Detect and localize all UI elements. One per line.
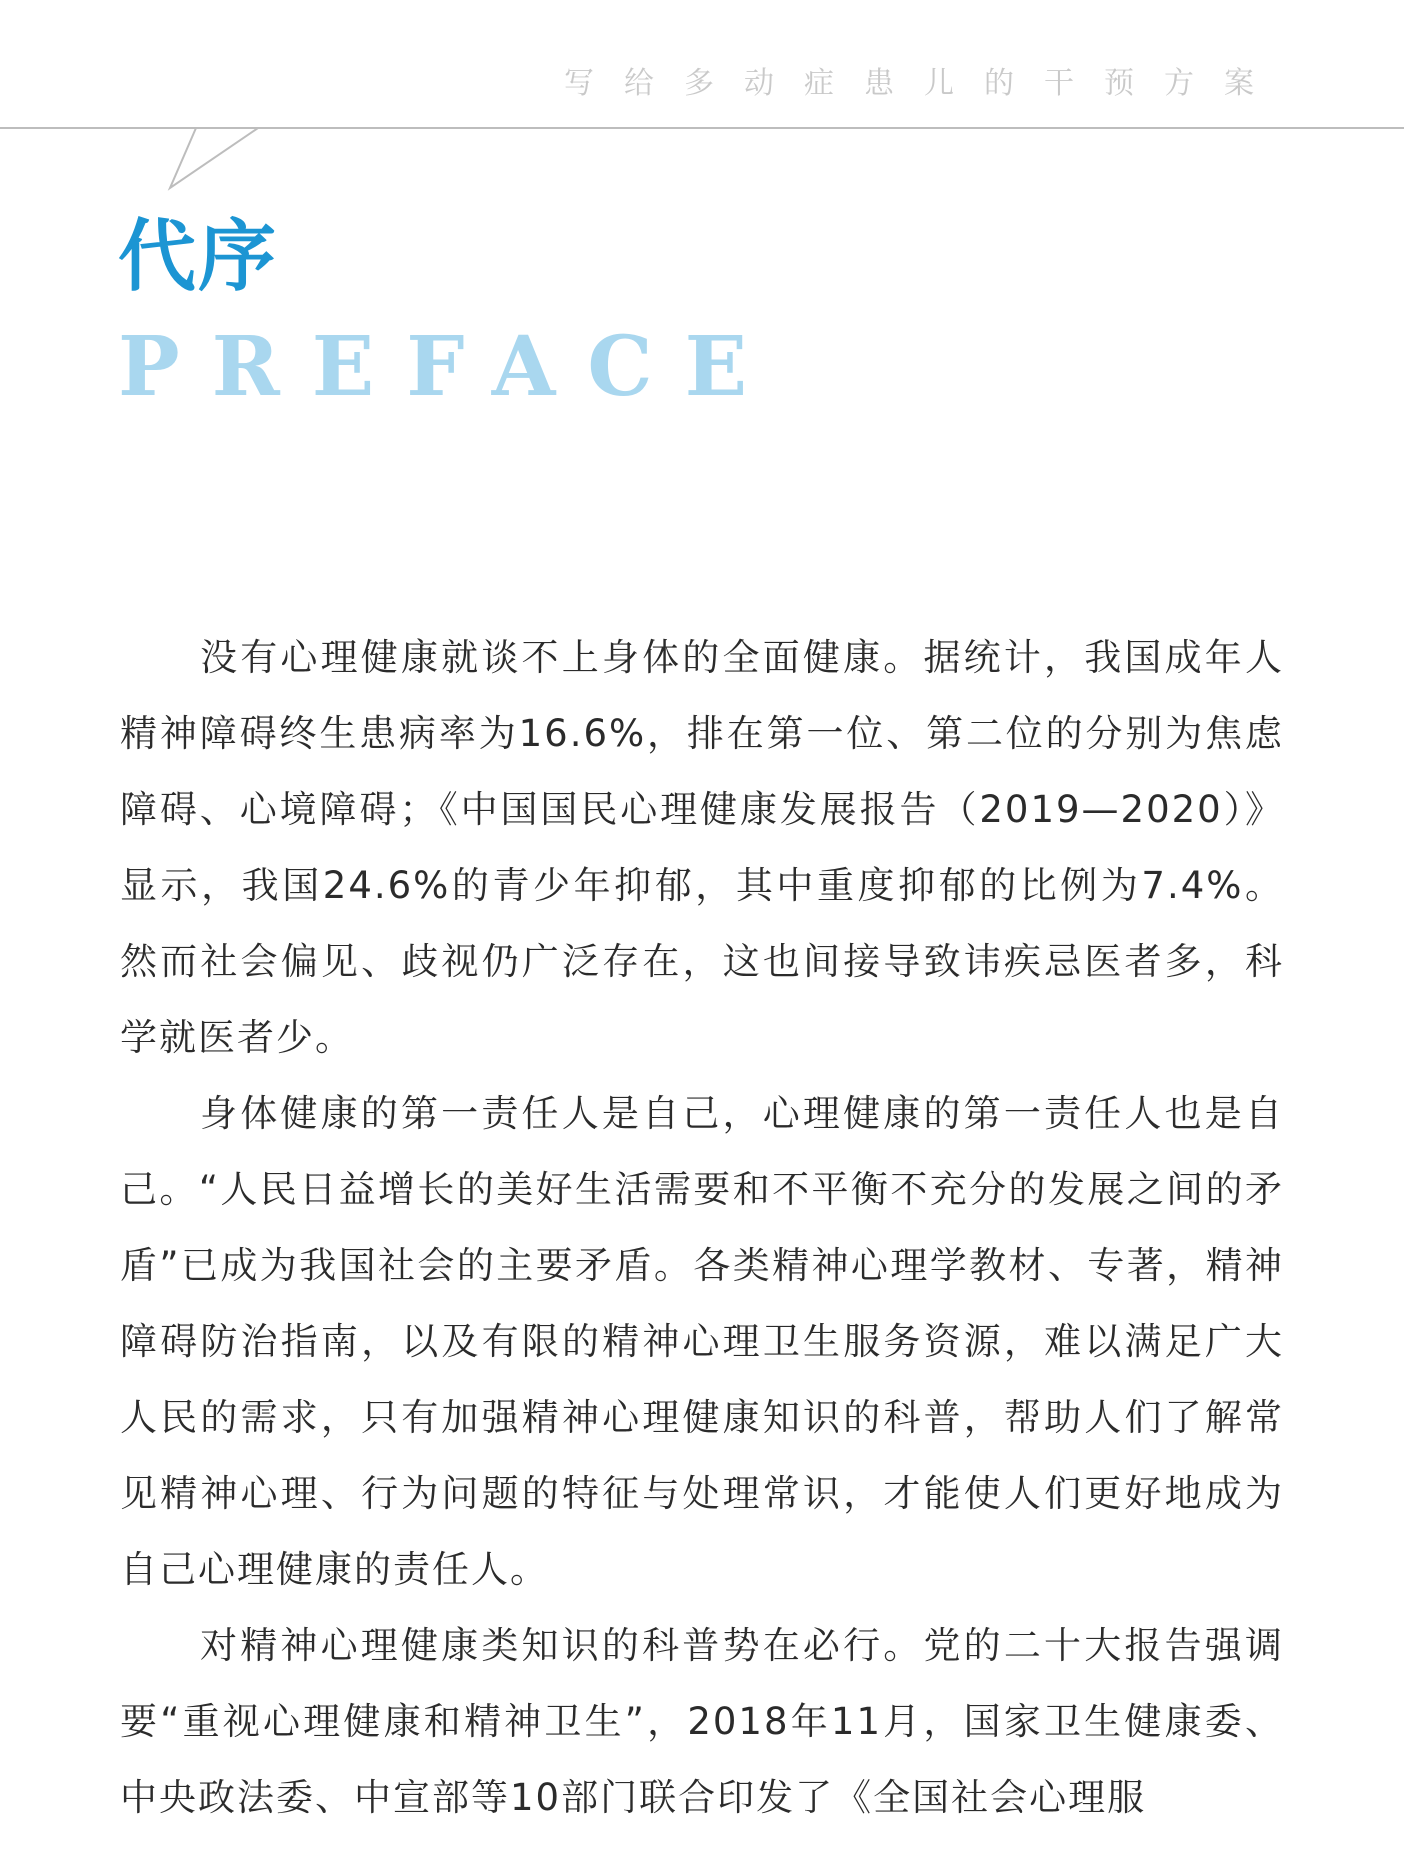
page-title: 代序 xyxy=(118,212,279,302)
body-text xyxy=(120,620,1284,1836)
running-header: 写给多动症患儿的干预方案 xyxy=(564,66,1284,101)
paragraph: 对精神心理健康类知识的科普势在必行。党的二十大报告强调要“重视心理健康和精神卫生”，2018年11月，国家卫生健康委、中央政法委、中宣部等10部门联合印发了《全国社会心理服 xyxy=(120,1624,1284,1819)
page-title-english: PREFACE xyxy=(118,319,780,415)
speech-bubble-divider xyxy=(0,128,1404,188)
paragraph: 没有心理健康就谈不上身体的全面健康。据统计，我国成年人精神障碍终生患病率为16.6%，排在第一位、第二位的分别为焦虑障碍、心境障碍；《中国国民心理健康发展报告（2019—2020）》显示，我国24.6%的青少年抑郁，其中重度抑郁的比例为7.4%。然而社会偏见、歧视仍广泛存在，这也间接导致讳疾忌医者多，科学就医者少。 xyxy=(120,636,1284,1059)
paragraph: 身体健康的第一责任人是自己，心理健康的第一责任人也是自己。“人民日益增长的美好生活需要和不平衡不充分的发展之间的矛盾”已成为我国社会的主要矛盾。各类精神心理学教材、专著，精神障碍防治指南，以及有限的精神心理卫生服务资源，难以满足广大人民的需求，只有加强精神心理健康知识的科普，帮助人们了解常见精神心理、行为问题的特征与处理常识，才能使人们更好地成为自己心理健康的责任人。 xyxy=(120,1092,1284,1591)
